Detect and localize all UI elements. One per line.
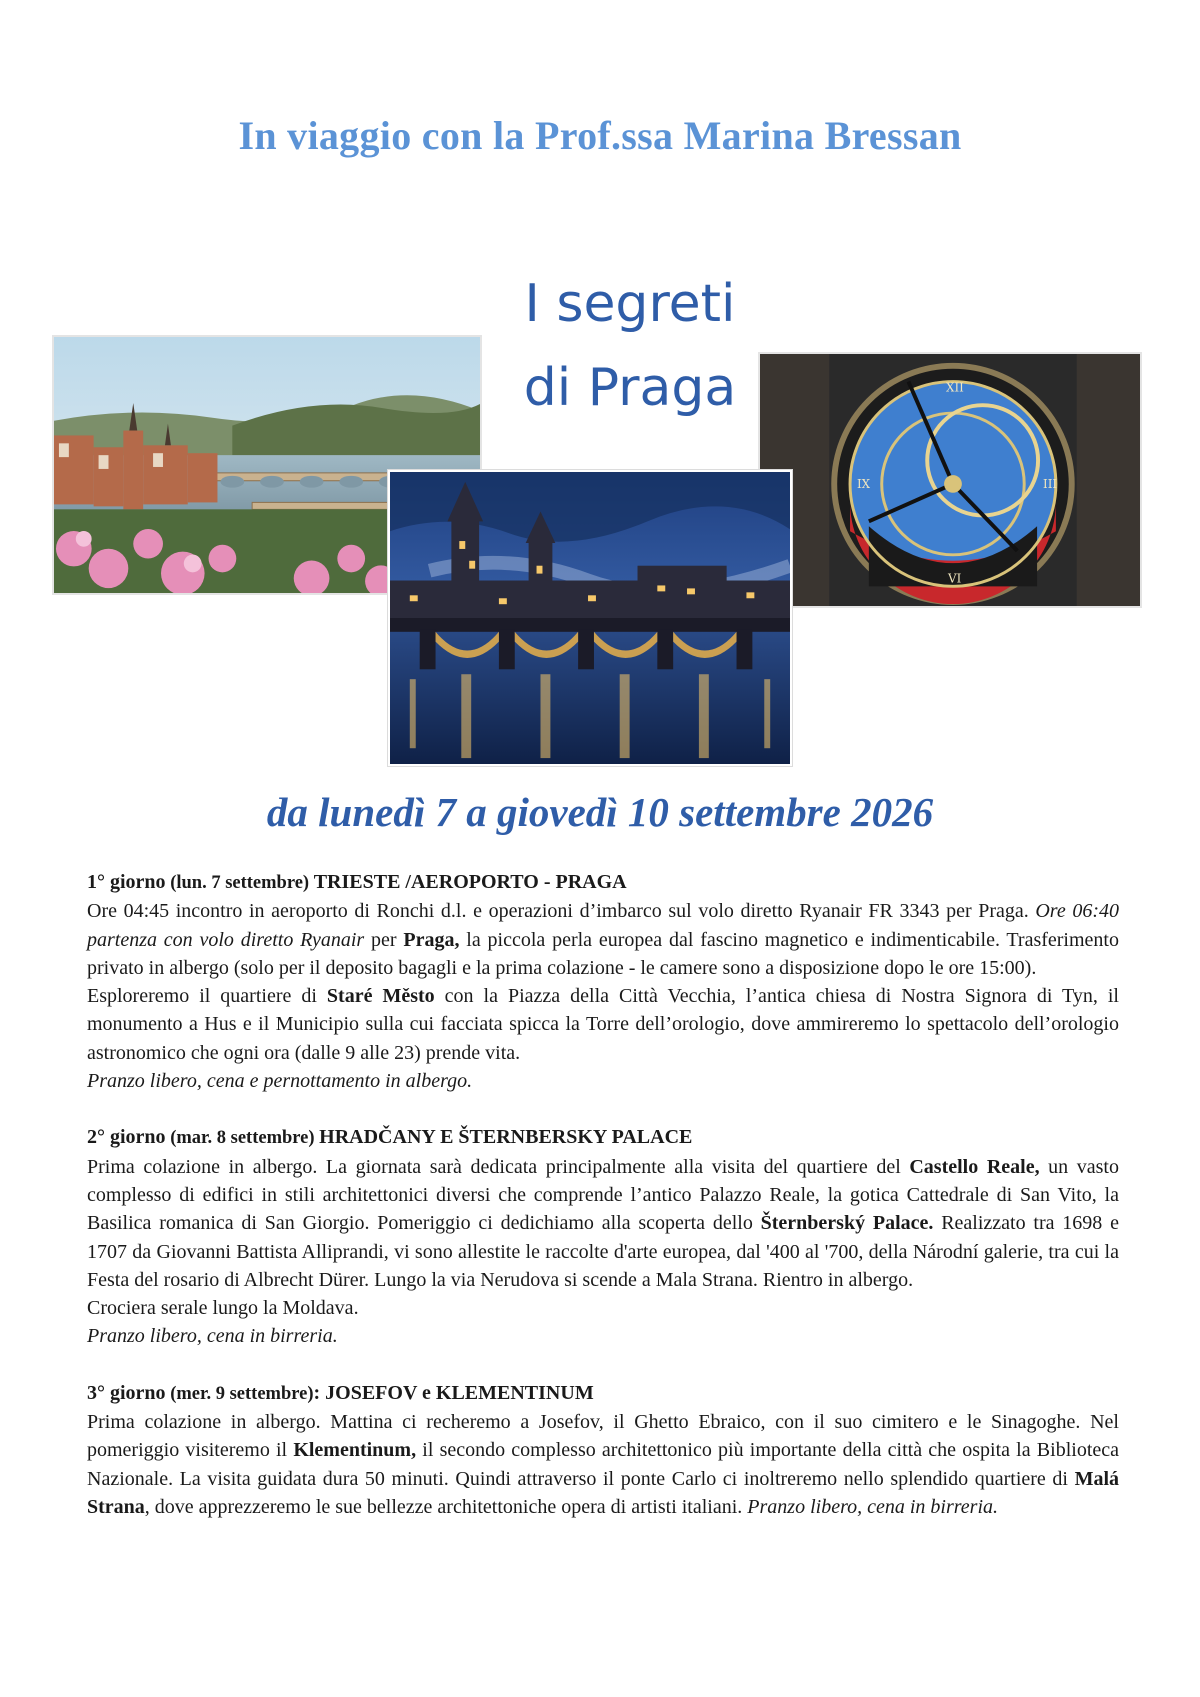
day-2-text: un vasto complesso di edifici in stili architettonici diversi che comprende l’antico Palazzo Reale, la gotica Cattedrale di San Vito, la Basilica romanica di San Giorgio. Pomeriggio ci dedichiamo alla scoperta dello: [87, 1155, 1119, 1235]
main-title: [480, 262, 780, 430]
day-1-bold-text: Praga,: [403, 928, 460, 951]
svg-text:III: III: [1043, 476, 1058, 491]
day-1-heading-title: TRIESTE /AEROPORTO - PRAGA: [313, 871, 627, 893]
day-3-heading-prefix: 3° giorno: [87, 1381, 166, 1404]
day-3-bold-text: Malá Strana: [87, 1467, 1119, 1518]
main-title-line1: I segreti: [524, 274, 736, 334]
day-2-text: Realizzato tra 1698 e 1707 da Giovanni Battista Alliprandi, vi sono allestite le raccolte d'arte europea, dal '400 al '700, della Národní galerie, tra cui la Festa del rosario di Albrecht Dürer. Lungo la via Nerudova si scende a Mala Strana. Rientro in albergo.: [87, 1212, 1119, 1291]
day-2-bold-text: Šternberský Palace.: [760, 1212, 934, 1235]
day-2-bold-text: Castello Reale,: [909, 1155, 1040, 1178]
day-2-heading-title: HRADČANY E ŠTERNBERSKY PALACE: [319, 1126, 693, 1149]
day-2-heading-date: (mar. 8 settembre): [165, 1128, 320, 1149]
day-2-paragraph-1: [87, 1153, 1119, 1294]
day-1: [87, 868, 1119, 1095]
day-1-text: Esploreremo il quartiere di: [87, 985, 327, 1008]
day-3-heading-date: (mer. 9 settembre): [165, 1383, 314, 1404]
day-1-heading-date: (lun. 7 settembre): [165, 873, 314, 893]
day-1-heading: [87, 868, 1119, 897]
day-2-heading-prefix: 2° giorno: [87, 1126, 166, 1149]
day-1-bold-text: Staré Město: [326, 985, 435, 1008]
day-1-italic-text: Ore 06:40 partenza con volo diretto Ryanair: [87, 900, 1119, 951]
trip-dates: da lunedì 7 a giovedì 10 settembre 2026: [266, 789, 934, 835]
day-2-text: Prima colazione in albergo. La giornata sarà dedicata principalmente alla visita del quartiere del: [87, 1155, 910, 1178]
day-3-note: Pranzo libero, cena in birreria.: [747, 1495, 999, 1518]
day-3-bold-text: Klementinum,: [293, 1439, 417, 1462]
astronomical-clock-photo: [758, 352, 1142, 608]
day-1-text: con la Piazza della Città Vecchia, l’antica chiesa di Nostra Signora di Tyn, il monumento a Hus e il Municipio sulla cui facciata spicca la Torre dell’orologio, dove ammireremo lo spettacolo dell’orologio astronomico che ogni ora (dalle 9 alle 23) prende vita.: [87, 985, 1119, 1064]
day-2-paragraph-2: Crociera serale lungo la Moldava.: [87, 1297, 359, 1320]
svg-text:IX: IX: [856, 476, 871, 491]
svg-text:VI: VI: [948, 571, 962, 586]
day-1-paragraph-1: [87, 897, 1119, 982]
day-3-text: il secondo complesso architettonico più importante della città che ospita la Biblioteca Nazionale. La visita guidata dura 50 minuti. Quindi attraverso il ponte Carlo ci inoltreremo nello splendido quartiere di: [87, 1439, 1120, 1490]
day-3-heading-title: : JOSEFOV e KLEMENTINUM: [313, 1381, 594, 1404]
header-title: In viaggio con la Prof.ssa Marina Bressan: [238, 113, 962, 158]
day-1-text: la piccola perla europea dal fascino magnetico e indimenticabile. Trasferimento privato in albergo (solo per il deposito bagagli e la prima colazione - le camere sono a disposizione dopo le ore 15:00).: [87, 928, 1119, 979]
itinerary: [87, 868, 1119, 1549]
day-3-paragraph-1: [87, 1408, 1119, 1521]
charles-bridge-night-photo: [388, 470, 792, 766]
day-1-text: Ore 04:45 incontro in aeroporto di Ronchi d.l. e operazioni d’imbarco sul volo diretto Ryanair FR 3343 per Praga.: [87, 900, 1036, 923]
day-3-text: , dove apprezzeremo le sue bellezze architettoniche opera di artisti italiani.: [144, 1495, 748, 1518]
day-1-text: per: [364, 928, 404, 951]
day-3: [87, 1379, 1119, 1521]
day-3-text: Prima colazione in albergo. Mattina ci recheremo a Josefov, il Ghetto Ebraico, con il suo cimitero e le Sinagoghe. Nel pomeriggio visiteremo il: [87, 1411, 1119, 1462]
main-title-line2: di Praga: [523, 358, 737, 418]
day-2: [87, 1123, 1119, 1350]
day-3-heading: [87, 1379, 1119, 1408]
day-2-note: Pranzo libero, cena in birreria.: [87, 1325, 338, 1348]
day-1-heading-prefix: 1° giorno: [87, 871, 166, 893]
svg-text:XII: XII: [946, 380, 964, 395]
day-2-heading: [87, 1123, 1119, 1152]
day-1-note: Pranzo libero, cena e pernottamento in albergo.: [87, 1070, 473, 1093]
day-1-paragraph-2: [87, 982, 1119, 1067]
